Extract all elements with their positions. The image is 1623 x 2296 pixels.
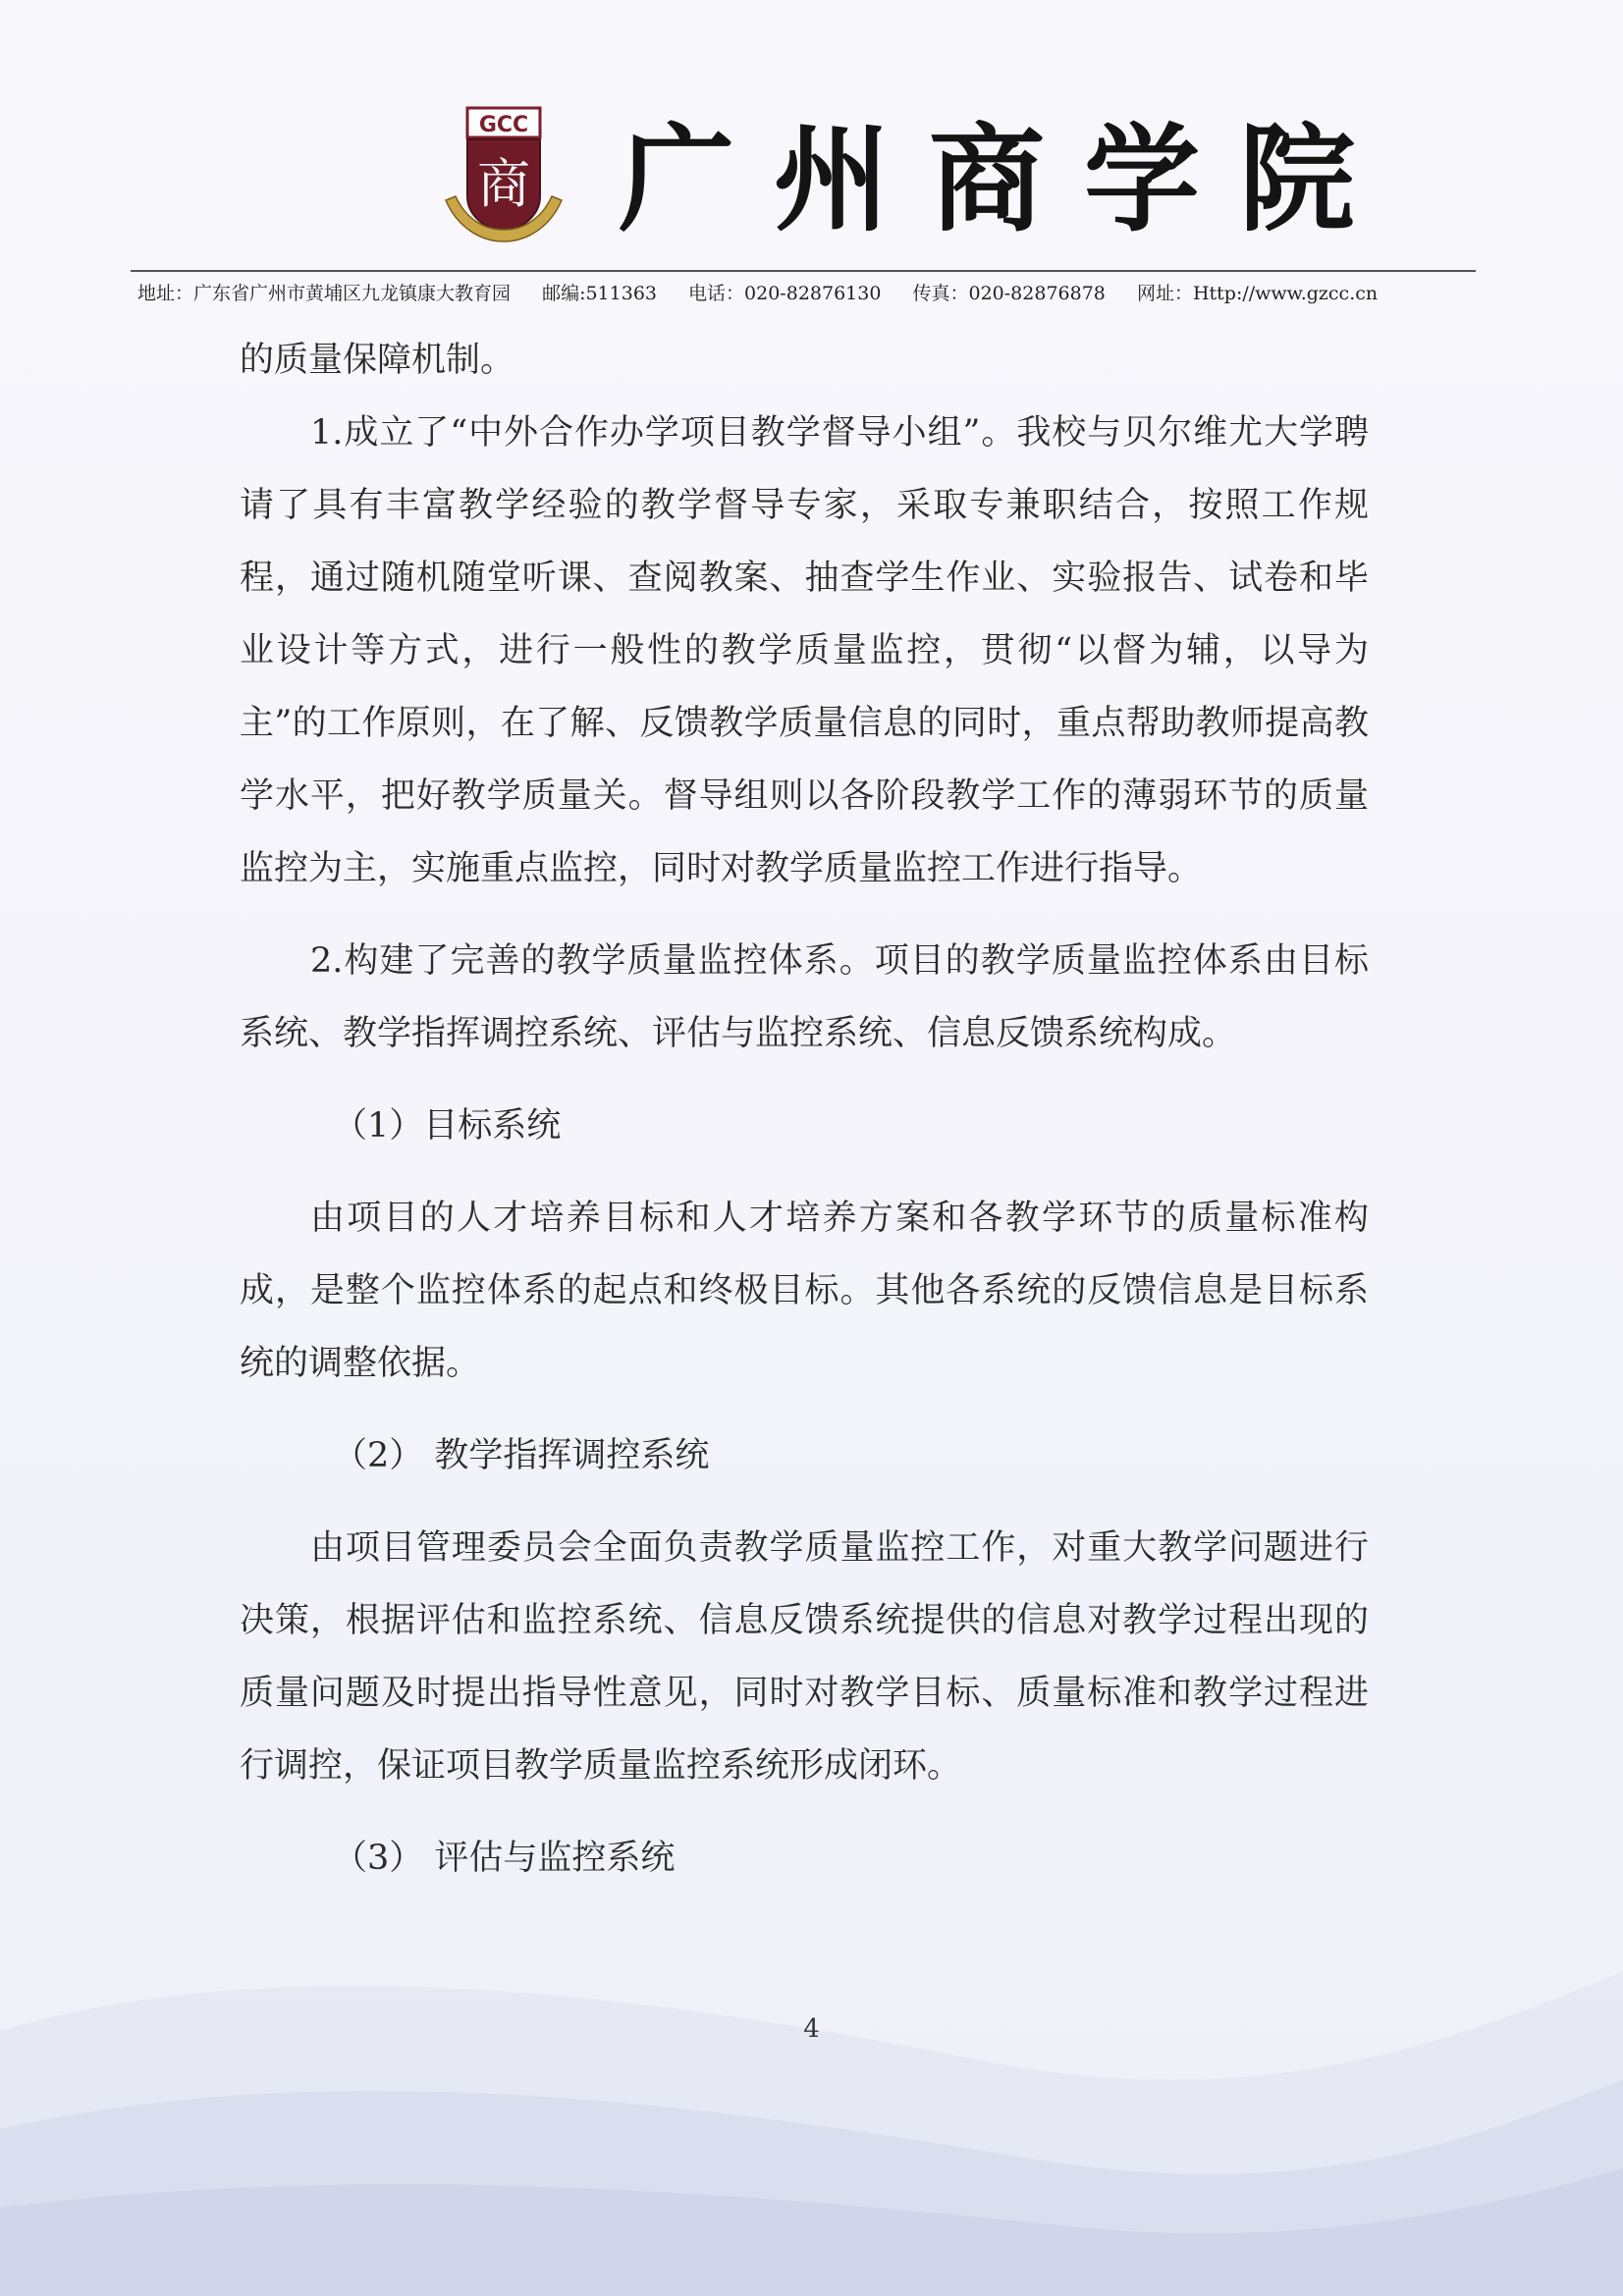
decorative-waves — [0, 1884, 1623, 2296]
page-number: 4 — [803, 2014, 820, 2044]
logo-char: 商 — [477, 153, 530, 215]
school-logo — [440, 106, 568, 243]
paragraph-target-system: 由项目的人才培养目标和人才培养方案和各教学环节的质量标准构成，是整个监控体系的起点和终极目标。其他各系统的反馈信息是目标系统的调整依据。 — [240, 1199, 1369, 1383]
paragraph-monitoring-system: 2.构建了完善的教学质量监控体系。项目的教学质量监控体系由目标系统、教学指挥调控系统、评估与监控系统、信息反馈系统构成。 — [240, 941, 1369, 1053]
postcode: 邮编:511363 — [542, 283, 657, 304]
phone: 电话：020-82876130 — [688, 283, 882, 304]
address: 地址：广东省广州市黄埔区九龙镇康大教育园 — [137, 283, 512, 304]
logo-text: GCC — [478, 113, 529, 137]
heading-command-control-system: （2） 教学指挥调控系统 — [333, 1436, 710, 1475]
paragraph-supervision-group: 1.成立了“中外合作办学项目教学督导小组”。我校与贝尔维尤大学聘请了具有丰富教学经验的教学督导专家，采取专兼职结合，按照工作规程，通过随机随堂听课、查阅教案、抽查学生作业、实验报告、试卷和毕业设计等方式，进行一般性的教学质量监控，贯彻“以督为辅，以导为主”的工作原则，在了解、反馈教学质量信息的同时，重点帮助教师提高教学水平，把好教学质量关。督导组则以各阶段教学工作的薄弱环节的质量监控为主，实施重点监控，同时对教学质量监控工作进行指导。 — [240, 413, 1369, 888]
website: 网址：Http://www.gzcc.cn — [1136, 283, 1379, 304]
fax: 传真：020-82876878 — [912, 283, 1106, 304]
heading-target-system: （1）目标系统 — [333, 1106, 562, 1146]
header-contact-info — [137, 279, 1483, 305]
document-body — [240, 324, 1369, 1895]
paragraph-continuation: 的质量保障机制。 — [240, 341, 515, 380]
header-divider — [131, 270, 1476, 272]
paragraph-command-control-system: 由项目管理委员会全面负责教学质量监控工作，对重大教学问题进行决策，根据评估和监控系统、信息反馈系统提供的信息对教学过程出现的质量问题及时提出指导性意见，同时对教学目标、质量标准和教学过程进行调控，保证项目教学质量监控系统形成闭环。 — [240, 1528, 1369, 1786]
heading-evaluation-system: （3） 评估与监控系统 — [333, 1839, 676, 1878]
school-name: 广州商学院 — [619, 111, 1395, 247]
